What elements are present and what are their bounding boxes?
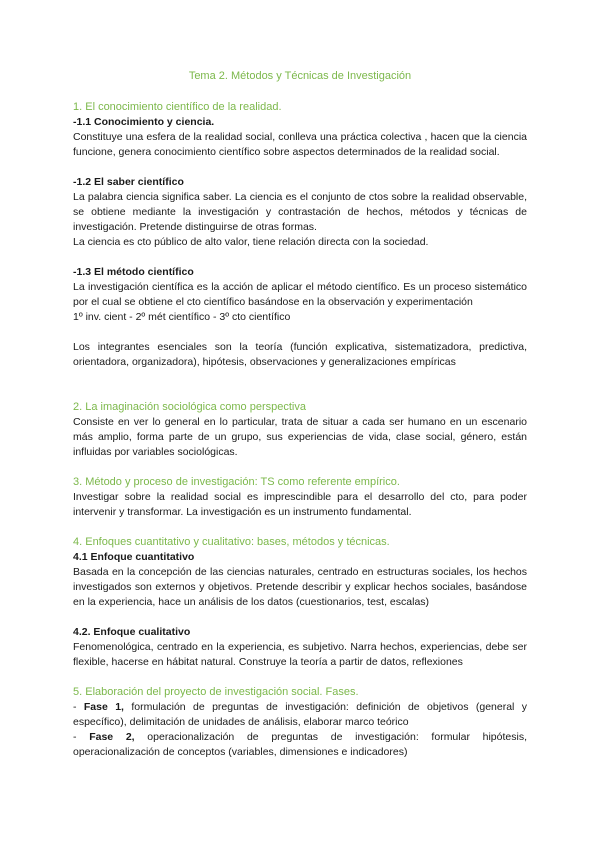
document-title: Tema 2. Métodos y Técnicas de Investigación [188,70,412,82]
subsection-1-1-text: Constituye una esfera de la realidad social, conlleva una práctica colectiva , hacen que la ciencia funcione, genera conocimiento científico sobre aspectos determinados de la realidad social. [73,131,527,158]
subsection-4-1-text: Basada en la concepción de las ciencias naturales, centrado en estructuras sociales, los hechos investigados son externos y objetivos. Pretende describir y explicar hechos sociales, basándose en la experiencia, hace un análisis de los datos (cuestionarios, test, escalas) [73,566,527,608]
subsection-1-3-text: La investigación científica es la acción de aplicar el método científico. Es un proceso sistemático por el cual se obtiene el cto científico basándose en la observación y experimentación [73,281,527,308]
section-5-heading: 5. Elaboración del proyecto de investigación social. Fases. [73,686,359,698]
section-3-text: Investigar sobre la realidad social es imprescindible para el desarrollo del cto, para poder intervenir y transformar. La investigación es un instrumento fundamental. [73,491,527,518]
subsection-4-2-text: Fenomenológica, centrado en la experiencia, es subjetivo. Narra hechos, experiencias, debe ser flexible, hacerse en hábitat natural. Construye la teoría a partir de datos, reflexiones [73,641,527,668]
fase-2-text: operacionalización de preguntas de investigación: formular hipótesis, operacionalización de conceptos (variables, dimensiones e indicadores) [73,731,527,758]
section-1-heading: 1. El conocimiento científico de la realidad. [73,101,282,113]
subsection-1-2-heading: -1.2 El saber científico [73,176,184,188]
subsection-1-3-text-3: Los integrantes esenciales son la teoría (función explicativa, sistematizadora, predictiva, orientadora, organizadora), hipótesis, observaciones y generalizaciones empíricas [73,341,527,368]
fase-1-item: - Fase 1, formulación de preguntas de investigación: definición de objetivos (general y específico), delimitación de unidades de análisis, elaborar marco teórico [73,701,528,728]
subsection-4-2-heading: 4.2. Enfoque cualitativo [73,626,191,638]
subsection-1-2-text: La palabra ciencia significa saber. La ciencia es el conjunto de ctos sobre la realidad observable, se obtiene mediante la investigación y contrastación de hechos, métodos y técnicas de investigación. Pretende distinguirse de otras formas. [73,191,527,233]
section-4-heading: 4. Enfoques cuantitativo y cualitativo: bases, métodos y técnicas. [73,536,390,548]
subsection-1-3-heading: -1.3 El método científico [73,266,194,278]
document-body [73,100,527,760]
subsection-1-2-text-2: La ciencia es cto público de alto valor, tiene relación directa con la sociedad. [73,236,429,248]
section-2-text: Consiste en ver lo general en lo particular, trata de situar a cada ser humano en un escenario más amplio, forma parte de un grupo, sus experiencias de vida, clase social, género, están influidas por variables sociológicas. [73,416,527,458]
fase-2-item: - Fase 2, operacionalización de preguntas de investigación: formular hipótesis, operacionalización de conceptos (variables, dimensiones e indicadores) [73,731,527,758]
section-3-heading: 3. Método y proceso de investigación: TS como referente empírico. [73,476,400,488]
fase-2-label: Fase 2, [89,731,135,743]
subsection-4-1-heading: 4.1 Enfoque cuantitativo [73,551,195,563]
fase-1-text: formulación de preguntas de investigación: definición de objetivos (general y específico), delimitación de unidades de análisis, elaborar marco teórico [73,701,528,728]
section-2-heading: 2. La imaginación sociológica como perspectiva [73,401,306,413]
fase-1-label: Fase 1, [83,701,124,713]
subsection-1-3-text-2: 1º inv. cient - 2º mét científico - 3º cto científico [73,311,291,323]
subsection-1-1-heading: -1.1 Conocimiento y ciencia. [73,116,215,128]
